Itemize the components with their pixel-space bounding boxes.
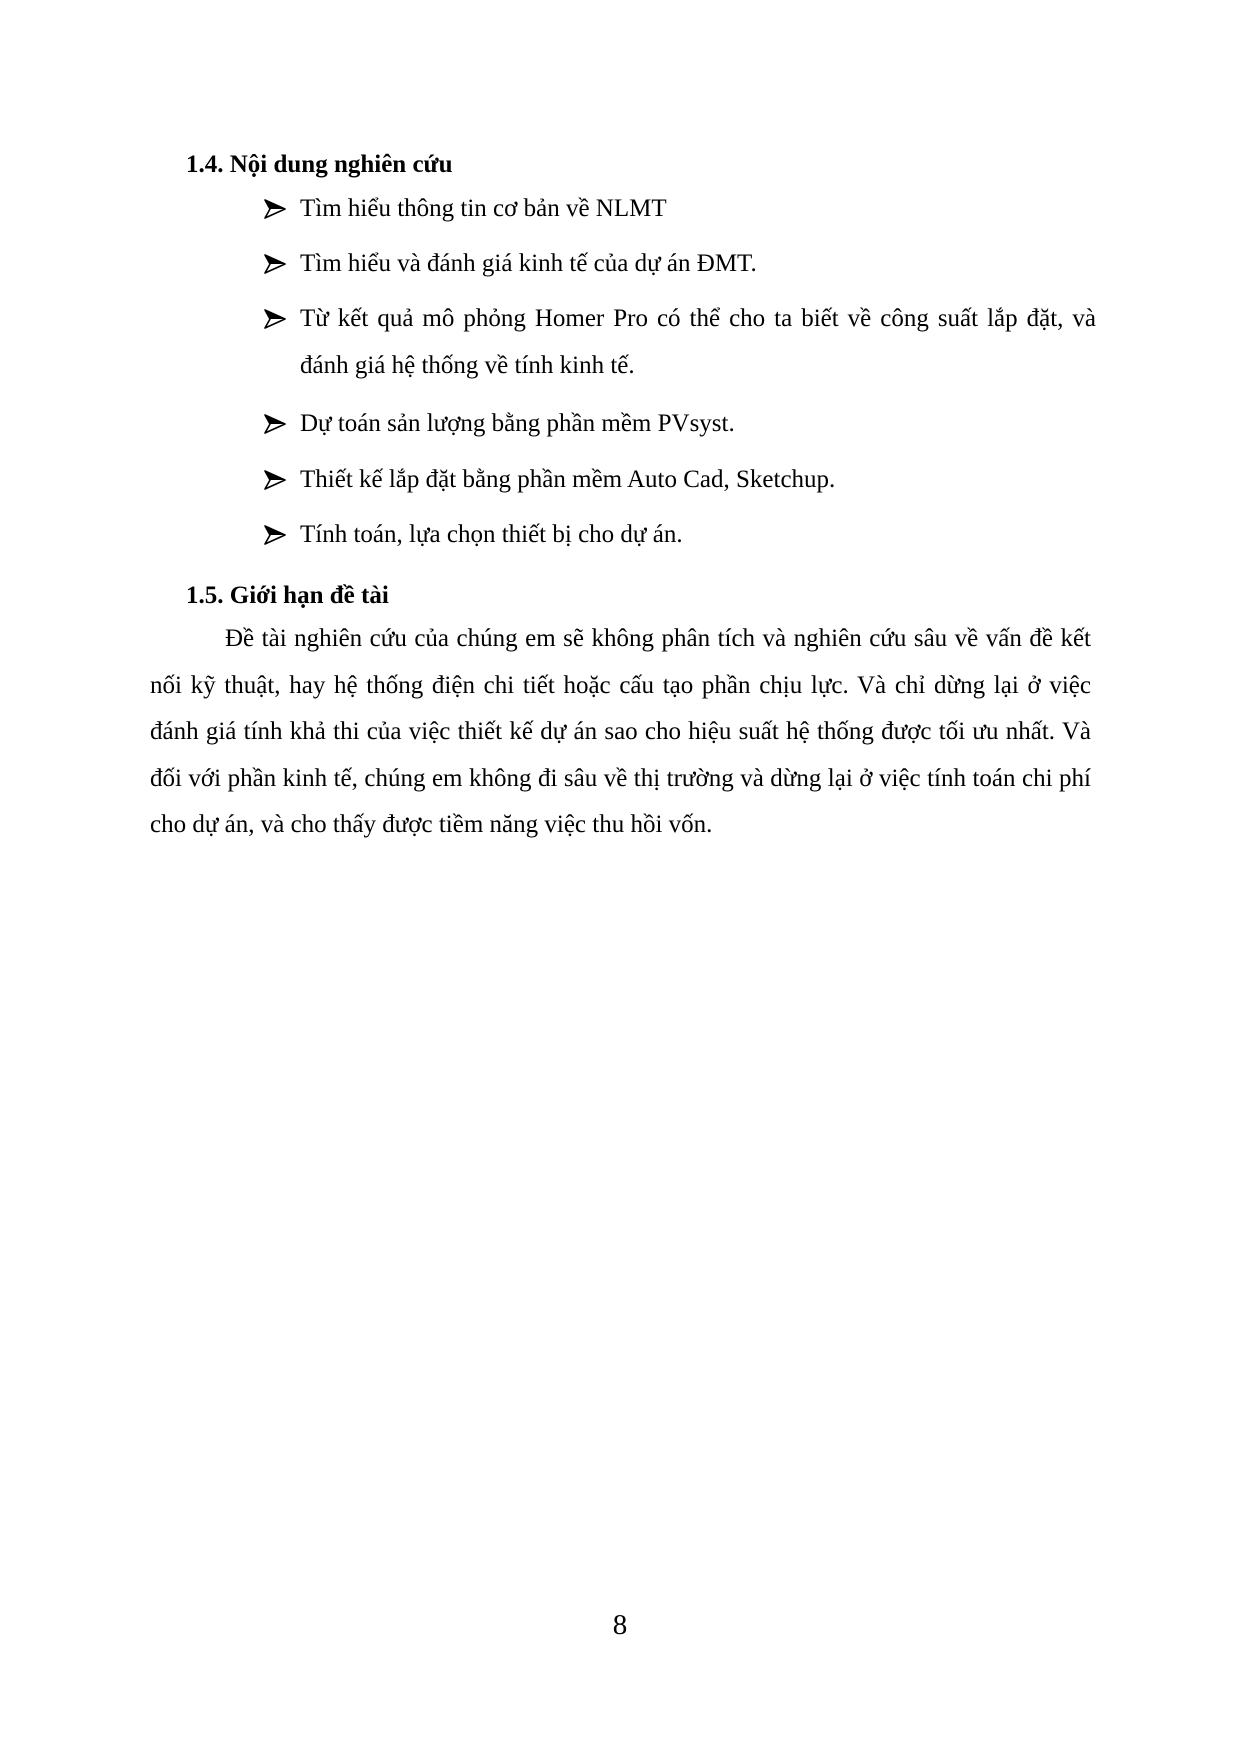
arrow-bullet-icon bbox=[264, 185, 288, 232]
arrow-bullet-icon bbox=[264, 511, 288, 558]
bullet-text: Tìm hiểu và đánh giá kinh tế của dự án ĐMT. bbox=[300, 250, 757, 277]
page-number: 8 bbox=[612, 1609, 628, 1641]
arrow-bullet-icon bbox=[264, 295, 288, 342]
bullet-text: Tìm hiểu thông tin cơ bản về NLMT bbox=[300, 195, 667, 222]
arrow-bullet-icon bbox=[264, 456, 288, 503]
bullet-item bbox=[264, 400, 1096, 447]
bullet-text: Tính toán, lựa chọn thiết bị cho dự án. bbox=[300, 521, 683, 548]
bullet-item bbox=[264, 456, 1096, 503]
bullet-item bbox=[264, 240, 1096, 287]
bullet-item bbox=[264, 185, 1096, 232]
bullet-text: Thiết kế lắp đặt bằng phần mềm Auto Cad, Sketchup. bbox=[300, 466, 836, 493]
bullet-item bbox=[264, 295, 1096, 389]
bullet-text: Dự toán sản lượng bằng phần mềm PVsyst. bbox=[300, 410, 735, 437]
arrow-bullet-icon bbox=[264, 240, 288, 287]
section-heading-research-content: 1.4. Nội dung nghiên cứu bbox=[186, 151, 453, 178]
bullet-text: Từ kết quả mô phỏng Homer Pro có thể cho ta biết về công suất lắp đặt, và đánh giá hệ thống về tính kinh tế. bbox=[300, 305, 1096, 379]
bullet-item bbox=[264, 511, 1096, 558]
scope-paragraph: Đề tài nghiên cứu của chúng em sẽ không phân tích và nghiên cứu sâu về vấn đề kết nối kỹ thuật, hay hệ thống điện chi tiết hoặc cấu tạo phần chịu lực. Và chỉ dừng lại ở việc đánh giá tính khả thi của việc thiết kế dự án sao cho hiệu suất hệ thống được tối ưu nhất. Và đối với phần kinh tế, chúng em không đi sâu về thị trường và dừng lại ở việc tính toán chi phí cho dự án, và cho thấy được tiềm năng việc thu hồi vốn. bbox=[150, 625, 1091, 838]
arrow-bullet-icon bbox=[264, 400, 288, 447]
section-heading-scope-limits: 1.5. Giới hạn đề tài bbox=[186, 582, 389, 609]
